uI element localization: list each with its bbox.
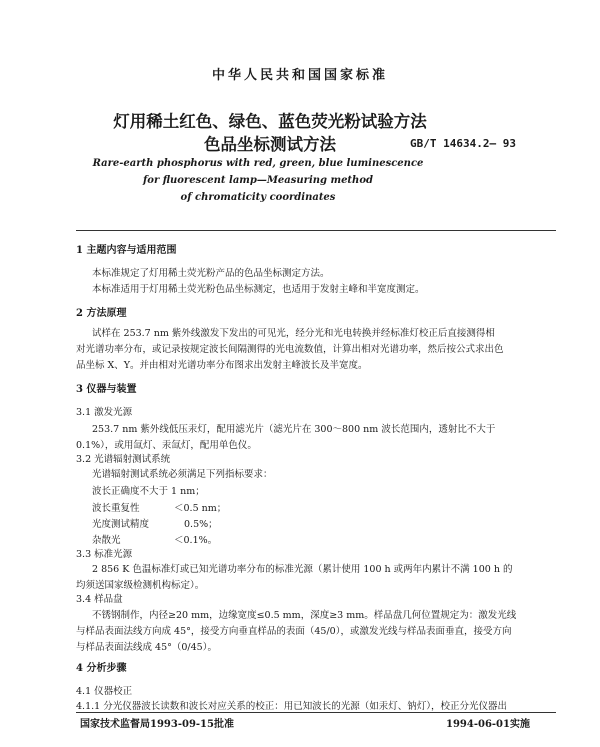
section-2-line-1: 试样在 253.7 nm 紫外线激发下发出的可见光，经分光和光电转换并经标准灯校正后直接测得相 — [92, 328, 495, 339]
standard-category-title: 中华人民共和国国家标准 — [211, 68, 388, 83]
section-2-line-2: 对光谱功率分布，或记录按规定波长间隔测得的光电流数值，计算出相对光谱功率，然后按公式求出色 — [76, 344, 504, 355]
section-4-1-1-line: 4.1.1 分光仪器波长读数和波长对应关系的校正：用已知波长的光源（如汞灯、钠灯），校正分光仪器出 — [76, 701, 507, 712]
implementation-date: 1994-06-01实施 — [446, 719, 530, 730]
document-title-en-line2: for fluorescent lamp—Measuring method — [143, 175, 373, 186]
standard-code: GB/T 14634.2— 93 — [410, 137, 516, 150]
section-3-3-line-2: 均须送国家级检测机构标定）。 — [76, 580, 205, 591]
section-3-2-intro: 光谱辐射测试系统必须满足下列指标要求： — [92, 469, 273, 480]
section-3-3-heading: 3.3 标准光源 — [76, 549, 133, 560]
section-2-line-3: 品坐标 X、Y。并由相对光谱功率分布图求出发射主峰波长及半宽度。 — [76, 360, 368, 371]
requirement-label: 光度测试精度 — [92, 519, 150, 530]
section-3-3-line-1: 2 856 K 色温标准灯或已知光谱功率分布的标准光源（累计使用 100 h 或两年内累计不满 100 h 的 — [92, 564, 513, 575]
requirement-value: 0.5%； — [184, 519, 218, 530]
section-1-heading: 1 主题内容与适用范围 — [76, 245, 177, 256]
requirement-wavelength-accuracy: 波长正确度不大于 1 nm； — [92, 486, 205, 497]
document-title-en-line1: Rare-earth phosphorus with red, green, blue luminescence — [92, 158, 424, 169]
section-4-heading: 4 分析步骤 — [76, 663, 127, 674]
section-2-heading: 2 方法原理 — [76, 308, 127, 319]
requirement-value: ＜0.1%。 — [174, 535, 218, 546]
section-3-4-line-2: 与样品表面法线方向成 45°，接受方向垂直样品的表面（45/0），或激发光线与样品表面垂直，接受方向 — [76, 626, 512, 637]
header-divider — [76, 230, 556, 231]
section-1-para-2: 本标准适用于灯用稀土荧光粉色品坐标测定，也适用于发射主峰和半宽度测定。 — [92, 284, 425, 295]
approval-date: 国家技术监督局1993-09-15批准 — [80, 719, 234, 730]
section-4-1-heading: 4.1 仪器校正 — [76, 686, 133, 697]
section-3-1-line-1: 253.7 nm 紫外线低压汞灯，配用滤光片（滤光片在 300～800 nm 波长范围内，透射比不大于 — [92, 424, 496, 435]
document-title-zh-line2: 色品坐标测试方法 — [204, 135, 336, 154]
section-3-1-line-2: 0.1%），或用氙灯、汞氙灯，配用单色仪。 — [76, 440, 257, 451]
document-title-en-line3: of chromaticity coordinates — [180, 192, 336, 203]
section-3-1-heading: 3.1 激发光源 — [76, 407, 133, 418]
section-3-4-heading: 3.4 样品盘 — [76, 594, 123, 605]
requirement-label: 波长重复性 — [92, 503, 140, 514]
section-3-2-heading: 3.2 光谱辐射测试系统 — [76, 454, 171, 465]
section-3-4-line-3: 与样品表面法线成 45°（0/45）。 — [76, 642, 217, 653]
requirement-label: 杂散光 — [92, 535, 121, 546]
section-3-4-line-1: 不锈钢制作，内径≥20 mm，边缘宽度≤0.5 mm，深度≥3 mm。样品盘几何位置规定为：激发光线 — [92, 610, 517, 621]
footer-divider — [76, 712, 556, 713]
requirement-value: ＜0.5 nm； — [174, 503, 227, 514]
section-1-para-1: 本标准规定了灯用稀土荧光粉产品的色品坐标测定方法。 — [92, 268, 330, 279]
document-title-zh-line1: 灯用稀土红色、绿色、蓝色荧光粉试验方法 — [113, 112, 427, 131]
section-3-heading: 3 仪器与装置 — [76, 384, 137, 395]
